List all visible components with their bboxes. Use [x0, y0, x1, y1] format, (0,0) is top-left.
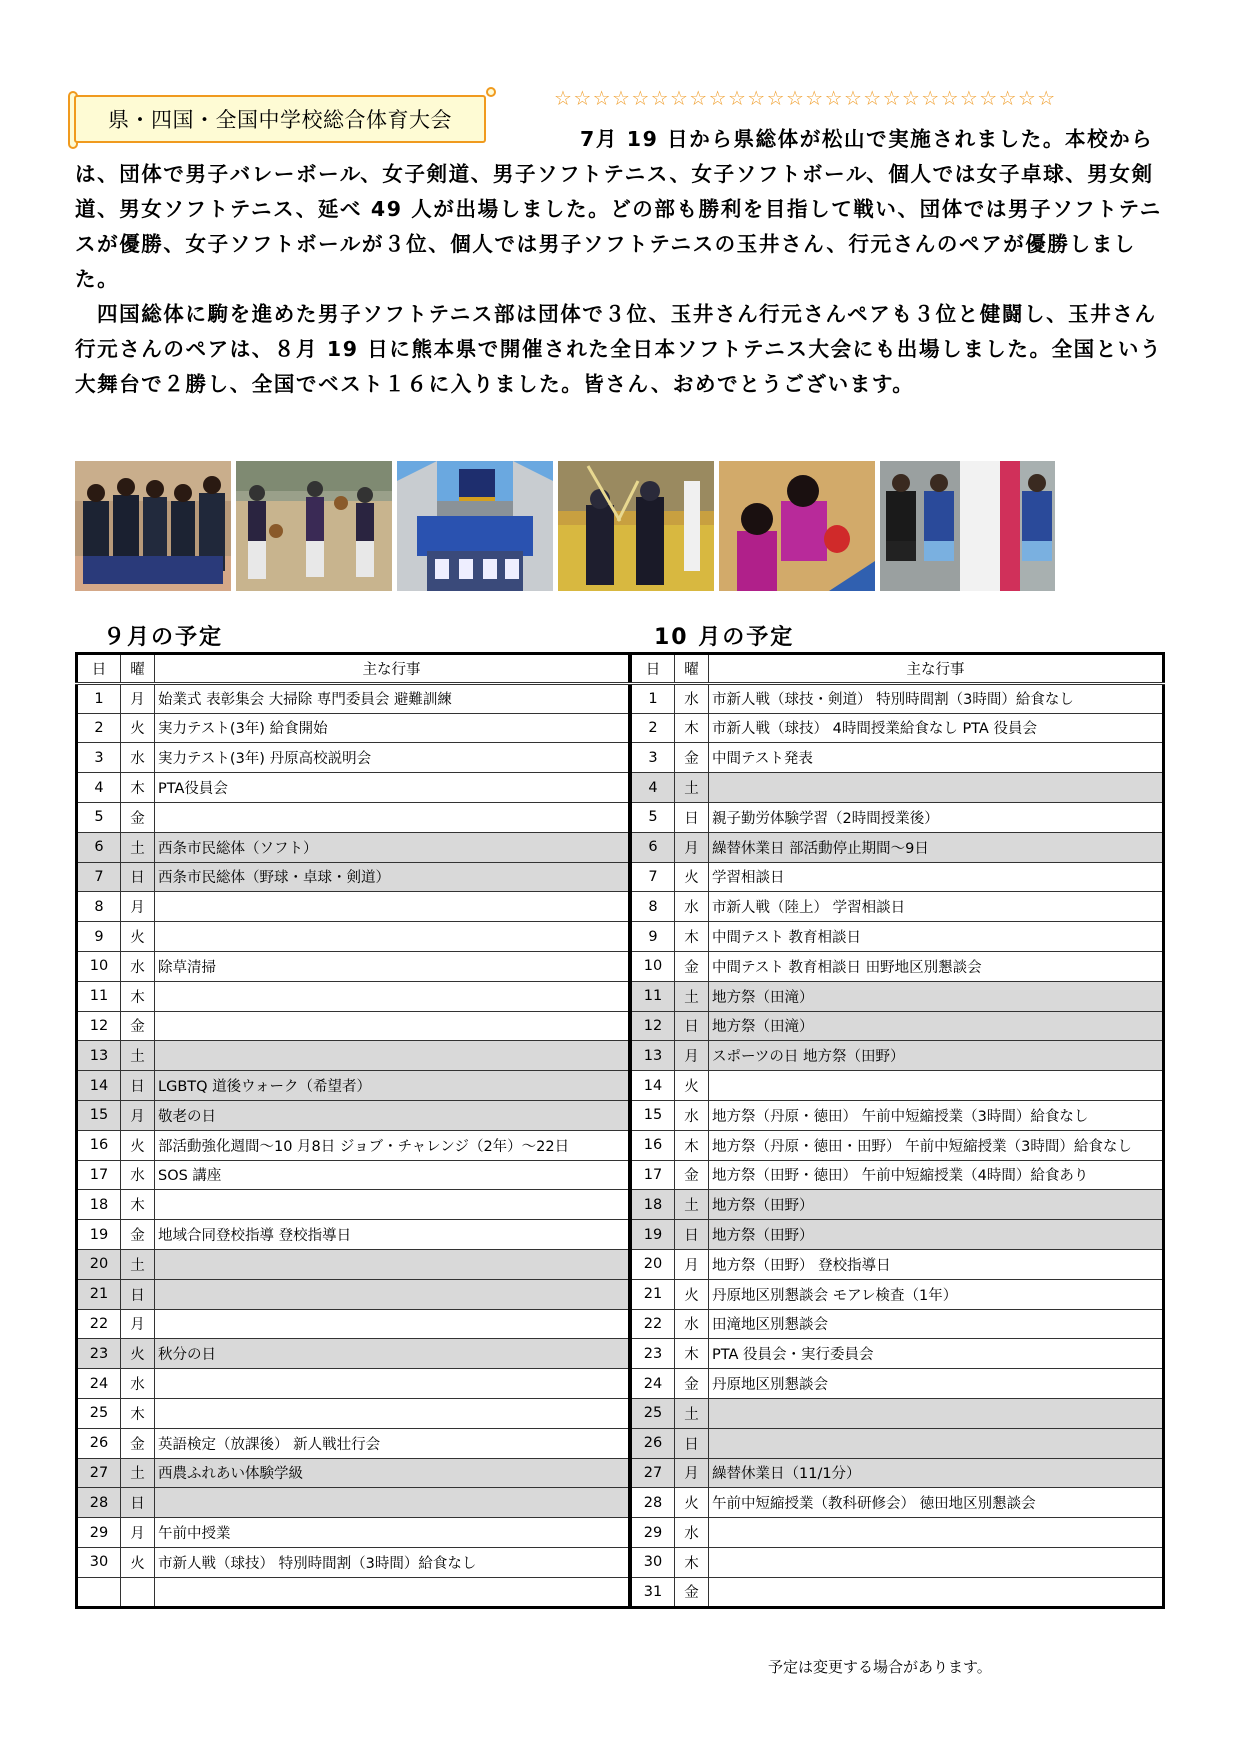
event-cell: [155, 1041, 630, 1071]
september-heading: ９月の予定: [103, 625, 224, 650]
table-row: [77, 1369, 630, 1399]
day-cell: 4: [77, 773, 121, 803]
event-cell: 午前中授業: [155, 1518, 630, 1548]
weekday-cell: 火: [121, 922, 155, 952]
event-cell: 敬老の日: [155, 1100, 630, 1130]
table-row: [77, 1518, 630, 1548]
weekday-cell: 火: [675, 1071, 709, 1101]
october-heading: 10 月の予定: [654, 625, 795, 650]
weekday-cell: 金: [121, 1428, 155, 1458]
day-cell: 29: [631, 1518, 675, 1548]
day-cell: 28: [77, 1488, 121, 1518]
event-cell: [709, 1398, 1164, 1428]
day-cell: 27: [77, 1458, 121, 1488]
event-cell: LGBTQ 道後ウォーク（希望者）: [155, 1071, 630, 1101]
day-cell: 28: [631, 1488, 675, 1518]
photo-volleyball-team: [75, 461, 231, 591]
day-cell: 21: [631, 1279, 675, 1309]
event-cell: 丹原地区別懇談会 モアレ検査（1年）: [709, 1279, 1164, 1309]
day-cell: 6: [77, 832, 121, 862]
table-row: [77, 1309, 630, 1339]
table-row: [77, 981, 630, 1011]
weekday-cell: 月: [675, 1458, 709, 1488]
weekday-cell: 日: [121, 1488, 155, 1518]
column-header-event: 主な行事: [155, 654, 630, 684]
table-row: [77, 1488, 630, 1518]
day-cell: 16: [631, 1130, 675, 1160]
day-cell: 22: [631, 1309, 675, 1339]
table-row: [77, 773, 630, 803]
weekday-cell: 月: [121, 1518, 155, 1548]
event-cell: [155, 1279, 630, 1309]
event-cell: スポーツの日 地方祭（田野）: [709, 1041, 1164, 1071]
event-cell: [709, 1577, 1164, 1607]
event-cell: 市新人戦（球技） 4時間授業給食なし PTA 役員会: [709, 713, 1164, 743]
event-cell: [155, 1398, 630, 1428]
table-row: [77, 1041, 630, 1071]
event-cell: 地方祭（田滝）: [709, 1011, 1164, 1041]
weekday-cell: 日: [675, 1011, 709, 1041]
table-row: [631, 1369, 1164, 1399]
weekday-cell: 月: [121, 1100, 155, 1130]
day-cell: 3: [631, 743, 675, 773]
event-cell: 親子勤労体験学習（2時間授業後）: [709, 802, 1164, 832]
event-cell: [155, 892, 630, 922]
table-row: [631, 1130, 1164, 1160]
event-cell: [155, 802, 630, 832]
event-cell: [155, 1011, 630, 1041]
day-cell: 21: [77, 1279, 121, 1309]
table-row: [77, 892, 630, 922]
event-cell: 丹原地区別懇談会: [709, 1369, 1164, 1399]
weekday-cell: 金: [675, 1160, 709, 1190]
table-row: [77, 1547, 630, 1577]
day-cell: 13: [77, 1041, 121, 1071]
table-row: [631, 981, 1164, 1011]
weekday-cell: 金: [121, 802, 155, 832]
day-cell: 18: [631, 1190, 675, 1220]
column-header-day: 日: [77, 654, 121, 684]
weekday-cell: 日: [675, 1220, 709, 1250]
day-cell: 24: [77, 1369, 121, 1399]
scroll-roll-right-decoration: [486, 87, 496, 97]
event-cell: 地方祭（田滝）: [709, 981, 1164, 1011]
day-cell: 15: [631, 1100, 675, 1130]
table-row: [631, 1071, 1164, 1101]
event-cell: [155, 1309, 630, 1339]
october-schedule-table: [629, 652, 1165, 1609]
table-row: [77, 1011, 630, 1041]
weekday-cell: 水: [675, 1309, 709, 1339]
day-cell: 16: [77, 1130, 121, 1160]
weekday-cell: 土: [675, 1190, 709, 1220]
weekday-cell: 土: [675, 981, 709, 1011]
table-header-row: [631, 654, 1164, 684]
photo-strip: [75, 461, 1055, 591]
day-cell: 9: [631, 922, 675, 952]
day-cell: 8: [631, 892, 675, 922]
table-row: [77, 1428, 630, 1458]
day-cell: 24: [631, 1369, 675, 1399]
event-cell: 学習相談日: [709, 862, 1164, 892]
event-cell: 地方祭（田野）: [709, 1220, 1164, 1250]
day-cell: 10: [77, 951, 121, 981]
day-cell: 14: [631, 1071, 675, 1101]
event-cell: PTA 役員会・実行委員会: [709, 1339, 1164, 1369]
event-cell: [155, 981, 630, 1011]
table-row: [77, 683, 630, 713]
event-cell: [155, 1369, 630, 1399]
event-cell: 西条市民総体（ソフト）: [155, 832, 630, 862]
day-cell: 20: [77, 1249, 121, 1279]
event-cell: 英語検定（放課後） 新人戦壮行会: [155, 1428, 630, 1458]
weekday-cell: 月: [121, 892, 155, 922]
day-cell: [77, 1577, 121, 1607]
table-row: [631, 1011, 1164, 1041]
day-cell: 12: [631, 1011, 675, 1041]
event-cell: PTA役員会: [155, 773, 630, 803]
weekday-cell: 日: [121, 862, 155, 892]
day-cell: 11: [631, 981, 675, 1011]
event-cell: 午前中短縮授業（教科研修会） 徳田地区別懇談会: [709, 1488, 1164, 1518]
weekday-cell: 土: [675, 1398, 709, 1428]
weekday-cell: 木: [675, 922, 709, 952]
day-cell: 8: [77, 892, 121, 922]
day-cell: 9: [77, 922, 121, 952]
table-row: [631, 1100, 1164, 1130]
event-cell: SOS 講座: [155, 1160, 630, 1190]
photo-table-tennis-players: [719, 461, 875, 591]
day-cell: 7: [631, 862, 675, 892]
photo-soft-tennis-team-with-banner: [397, 461, 553, 591]
event-cell: [155, 922, 630, 952]
photo-soft-tennis-pair-national: [880, 461, 1055, 591]
weekday-cell: [121, 1577, 155, 1607]
weekday-cell: 木: [121, 773, 155, 803]
weekday-cell: 日: [121, 1071, 155, 1101]
day-cell: 11: [77, 981, 121, 1011]
weekday-cell: 金: [675, 1577, 709, 1607]
table-row: [631, 1160, 1164, 1190]
table-row: [631, 1339, 1164, 1369]
photo-softball-players: [236, 461, 392, 591]
event-cell: 繰替休業日 部活動停止期間～9日: [709, 832, 1164, 862]
day-cell: 26: [77, 1428, 121, 1458]
table-row: [77, 1577, 630, 1607]
event-cell: [155, 1488, 630, 1518]
event-cell: 中間テスト 教育相談日: [709, 922, 1164, 952]
table-row: [631, 922, 1164, 952]
table-row: [77, 862, 630, 892]
day-cell: 4: [631, 773, 675, 803]
table-row: [77, 743, 630, 773]
weekday-cell: 水: [121, 951, 155, 981]
weekday-cell: 土: [121, 832, 155, 862]
event-cell: 地方祭（田野） 登校指導日: [709, 1249, 1164, 1279]
weekday-cell: 火: [675, 1279, 709, 1309]
event-cell: 田滝地区別懇談会: [709, 1309, 1164, 1339]
day-cell: 23: [631, 1339, 675, 1369]
weekday-cell: 木: [121, 1398, 155, 1428]
weekday-cell: 水: [121, 1160, 155, 1190]
table-row: [631, 1041, 1164, 1071]
weekday-cell: 日: [675, 1428, 709, 1458]
weekday-cell: 木: [675, 1130, 709, 1160]
event-cell: 市新人戦（球技・剣道） 特別時間割（3時間）給食なし: [709, 683, 1164, 713]
weekday-cell: 月: [121, 683, 155, 713]
weekday-cell: 木: [675, 1339, 709, 1369]
event-cell: 繰替休業日（11/1分）: [709, 1458, 1164, 1488]
table-row: [77, 1190, 630, 1220]
event-cell: 市新人戦（球技） 特別時間割（3時間）給食なし: [155, 1547, 630, 1577]
star-row-icon: ☆☆☆☆☆☆☆☆☆☆☆☆☆☆☆☆☆☆☆☆☆☆☆☆☆☆: [554, 86, 1057, 110]
day-cell: 5: [631, 802, 675, 832]
day-cell: 1: [631, 683, 675, 713]
weekday-cell: 土: [121, 1458, 155, 1488]
event-cell: [709, 1547, 1164, 1577]
event-cell: 西農ふれあい体験学級: [155, 1458, 630, 1488]
table-row: [631, 892, 1164, 922]
column-header-event: 主な行事: [709, 654, 1164, 684]
event-cell: [155, 1190, 630, 1220]
weekday-cell: 金: [675, 743, 709, 773]
event-cell: [155, 1249, 630, 1279]
table-row: [631, 1458, 1164, 1488]
weekday-cell: 木: [675, 1547, 709, 1577]
weekday-cell: 月: [121, 1309, 155, 1339]
table-row: [77, 1100, 630, 1130]
table-row: [631, 1577, 1164, 1607]
day-cell: 6: [631, 832, 675, 862]
day-cell: 7: [77, 862, 121, 892]
column-header-day: 日: [631, 654, 675, 684]
day-cell: 12: [77, 1011, 121, 1041]
photo-kendo-match: [558, 461, 714, 591]
day-cell: 22: [77, 1309, 121, 1339]
september-schedule-table: [75, 652, 631, 1609]
weekday-cell: 金: [675, 951, 709, 981]
table-row: [77, 802, 630, 832]
day-cell: 17: [631, 1160, 675, 1190]
day-cell: 14: [77, 1071, 121, 1101]
weekday-cell: 水: [675, 683, 709, 713]
table-row: [631, 1428, 1164, 1458]
event-cell: 始業式 表彰集会 大掃除 専門委員会 避難訓練: [155, 683, 630, 713]
table-row: [631, 1220, 1164, 1250]
day-cell: 18: [77, 1190, 121, 1220]
weekday-cell: 火: [121, 1547, 155, 1577]
event-cell: 秋分の日: [155, 1339, 630, 1369]
event-cell: [155, 1577, 630, 1607]
table-row: [631, 773, 1164, 803]
day-cell: 3: [77, 743, 121, 773]
table-row: [77, 713, 630, 743]
table-row: [77, 1249, 630, 1279]
event-cell: 地方祭（丹原・徳田） 午前中短縮授業（3時間）給食なし: [709, 1100, 1164, 1130]
day-cell: 20: [631, 1249, 675, 1279]
day-cell: 25: [631, 1398, 675, 1428]
event-cell: 実力テスト(3年) 丹原高校説明会: [155, 743, 630, 773]
table-row: [631, 1547, 1164, 1577]
day-cell: 31: [631, 1577, 675, 1607]
table-row: [631, 683, 1164, 713]
article-paragraph-1: 7月 19 日から県総体が松山で実施されました。本校からは、団体で男子バレーボール、女子剣道、男子ソフトテニス、女子ソフトボール、個人では女子卓球、男女剣道、男女ソフトテニス、延べ 49 人が出場しました。どの部も勝利を目指して戦い、団体では男子ソフトテニスが優勝、女子ソフトボールが３位、個人では男子ソフトテニスの玉井さん、行元さんのペアが優勝しました。: [75, 127, 1162, 291]
event-cell: 地方祭（田野・徳田） 午前中短縮授業（4時間）給食あり: [709, 1160, 1164, 1190]
table-row: [631, 832, 1164, 862]
weekday-cell: 火: [675, 1488, 709, 1518]
banner-title: 県・四国・全国中学校総合体育大会: [108, 108, 452, 132]
table-row: [77, 922, 630, 952]
day-cell: 5: [77, 802, 121, 832]
day-cell: 19: [77, 1220, 121, 1250]
day-cell: 2: [631, 713, 675, 743]
table-header-row: [77, 654, 630, 684]
table-row: [77, 1160, 630, 1190]
event-cell: 西条市民総体（野球・卓球・剣道）: [155, 862, 630, 892]
weekday-cell: 火: [121, 1339, 155, 1369]
event-cell: 部活動強化週間～10 月8日 ジョブ・チャレンジ（2年）～22日: [155, 1130, 630, 1160]
weekday-cell: 水: [675, 1100, 709, 1130]
event-cell: 中間テスト発表: [709, 743, 1164, 773]
day-cell: 26: [631, 1428, 675, 1458]
table-row: [77, 832, 630, 862]
weekday-cell: 日: [121, 1279, 155, 1309]
weekday-cell: 日: [675, 802, 709, 832]
column-header-weekday: 曜: [121, 654, 155, 684]
table-row: [631, 951, 1164, 981]
weekday-cell: 土: [675, 773, 709, 803]
weekday-cell: 火: [121, 713, 155, 743]
weekday-cell: 月: [675, 1249, 709, 1279]
day-cell: 13: [631, 1041, 675, 1071]
weekday-cell: 土: [121, 1041, 155, 1071]
event-cell: 市新人戦（陸上） 学習相談日: [709, 892, 1164, 922]
day-cell: 19: [631, 1220, 675, 1250]
weekday-cell: 木: [121, 1190, 155, 1220]
table-row: [631, 1309, 1164, 1339]
table-row: [631, 1190, 1164, 1220]
weekday-cell: 金: [675, 1369, 709, 1399]
event-cell: [709, 1071, 1164, 1101]
day-cell: 30: [77, 1547, 121, 1577]
table-row: [77, 1071, 630, 1101]
weekday-cell: 木: [121, 981, 155, 1011]
event-cell: 中間テスト 教育相談日 田野地区別懇談会: [709, 951, 1164, 981]
table-row: [631, 802, 1164, 832]
day-cell: 27: [631, 1458, 675, 1488]
table-row: [77, 1398, 630, 1428]
event-cell: 除草清掃: [155, 951, 630, 981]
event-cell: 地域合同登校指導 登校指導日: [155, 1220, 630, 1250]
table-row: [631, 1518, 1164, 1548]
weekday-cell: 金: [121, 1011, 155, 1041]
table-row: [631, 743, 1164, 773]
article-body: [75, 122, 1165, 402]
table-row: [631, 1279, 1164, 1309]
weekday-cell: 火: [675, 862, 709, 892]
weekday-cell: 金: [121, 1220, 155, 1250]
schedule-change-note: 予定は変更する場合があります。: [768, 1658, 992, 1676]
event-cell: 地方祭（田野）: [709, 1190, 1164, 1220]
day-cell: 2: [77, 713, 121, 743]
table-row: [631, 1488, 1164, 1518]
article-paragraph-2: 四国総体に駒を進めた男子ソフトテニス部は団体で３位、玉井さん行元さんペアも３位と健闘し、玉井さん行元さんのペアは、８月 19 日に熊本県で開催された全日本ソフトテニス大会にも出場しました。全国という大舞台で２勝し、全国でベスト１６に入りました。皆さん、おめでとうございます。: [75, 302, 1163, 396]
day-cell: 17: [77, 1160, 121, 1190]
table-row: [77, 951, 630, 981]
table-row: [631, 1398, 1164, 1428]
table-row: [77, 1130, 630, 1160]
weekday-cell: 土: [121, 1249, 155, 1279]
event-cell: [709, 773, 1164, 803]
day-cell: 15: [77, 1100, 121, 1130]
table-row: [631, 1249, 1164, 1279]
day-cell: 23: [77, 1339, 121, 1369]
day-cell: 10: [631, 951, 675, 981]
event-cell: 実力テスト(3年) 給食開始: [155, 713, 630, 743]
day-cell: 30: [631, 1547, 675, 1577]
weekday-cell: 水: [121, 1369, 155, 1399]
day-cell: 29: [77, 1518, 121, 1548]
weekday-cell: 月: [675, 832, 709, 862]
table-row: [77, 1279, 630, 1309]
table-row: [77, 1220, 630, 1250]
weekday-cell: 月: [675, 1041, 709, 1071]
weekday-cell: 木: [675, 713, 709, 743]
table-row: [631, 862, 1164, 892]
day-cell: 1: [77, 683, 121, 713]
event-cell: [709, 1518, 1164, 1548]
weekday-cell: 水: [675, 1518, 709, 1548]
table-row: [631, 713, 1164, 743]
event-cell: 地方祭（丹原・徳田・田野） 午前中短縮授業（3時間）給食なし: [709, 1130, 1164, 1160]
column-header-weekday: 曜: [675, 654, 709, 684]
weekday-cell: 水: [121, 743, 155, 773]
day-cell: 25: [77, 1398, 121, 1428]
event-cell: [709, 1428, 1164, 1458]
weekday-cell: 水: [675, 892, 709, 922]
weekday-cell: 火: [121, 1130, 155, 1160]
table-row: [77, 1339, 630, 1369]
table-row: [77, 1458, 630, 1488]
